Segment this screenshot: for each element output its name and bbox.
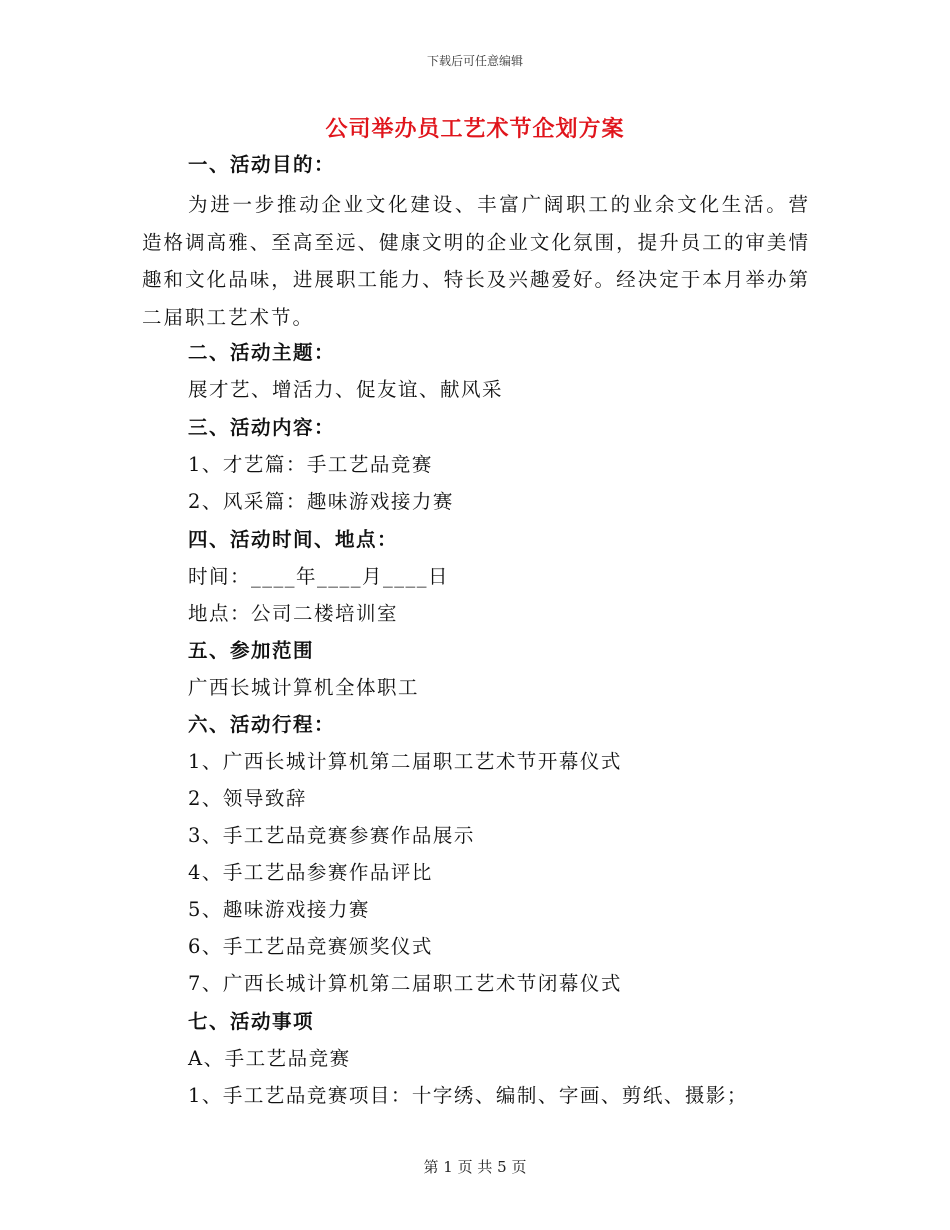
theme-text: 展才艺、增活力、促友谊、献风采 xyxy=(188,378,504,401)
section-heading-scope: 五、参加范围 xyxy=(188,639,315,662)
section-heading-time-place: 四、活动时间、地点： xyxy=(188,528,399,551)
purpose-paragraph: 为进一步推动企业文化建设、丰富广阔职工的业余文化生活。营造格调高雅、至高至远、健康文明的企业文化氛围，提升员工的审美情趣和文化品味，进展职工能力、特长及兴趣爱好。经决定于本月举办第二届职工艺术节。 xyxy=(142,193,810,329)
content-item: 1、才艺篇：手工艺品竞赛 xyxy=(188,453,433,476)
section-heading-theme: 二、活动主题： xyxy=(188,341,336,364)
page-number: 第 1 页 共 5 页 xyxy=(423,1158,527,1176)
section-heading-schedule: 六、活动行程： xyxy=(188,713,336,736)
schedule-item: 1、广西长城计算机第二届职工艺术节开幕仪式 xyxy=(188,750,622,773)
schedule-item: 7、广西长城计算机第二届职工艺术节闭幕仪式 xyxy=(188,972,622,995)
section-heading-content: 三、活动内容： xyxy=(188,416,336,439)
event-time: 时间：____年____月____日 xyxy=(188,565,450,588)
scope-text: 广西长城计算机全体职工 xyxy=(188,676,420,699)
matters-subheading: A、手工艺品竞赛 xyxy=(188,1047,351,1070)
matters-item: 1、手工艺品竞赛项目：十字绣、编制、字画、剪纸、摄影； xyxy=(188,1084,748,1107)
schedule-item: 2、领导致辞 xyxy=(188,787,307,810)
content-item: 2、风采篇：趣味游戏接力赛 xyxy=(188,490,454,513)
section-heading-matters: 七、活动事项 xyxy=(188,1010,315,1033)
document-title: 公司举办员工艺术节企划方案 xyxy=(325,116,625,142)
schedule-item: 4、手工艺品参赛作品评比 xyxy=(188,861,433,884)
page-header-note: 下载后可任意编辑 xyxy=(426,54,523,68)
schedule-item: 5、趣味游戏接力赛 xyxy=(188,898,370,921)
event-place: 地点：公司二楼培训室 xyxy=(188,602,399,625)
schedule-item: 6、手工艺品竞赛颁奖仪式 xyxy=(188,935,433,958)
schedule-item: 3、手工艺品竞赛参赛作品展示 xyxy=(188,824,475,847)
section-heading-purpose: 一、活动目的： xyxy=(188,153,336,176)
